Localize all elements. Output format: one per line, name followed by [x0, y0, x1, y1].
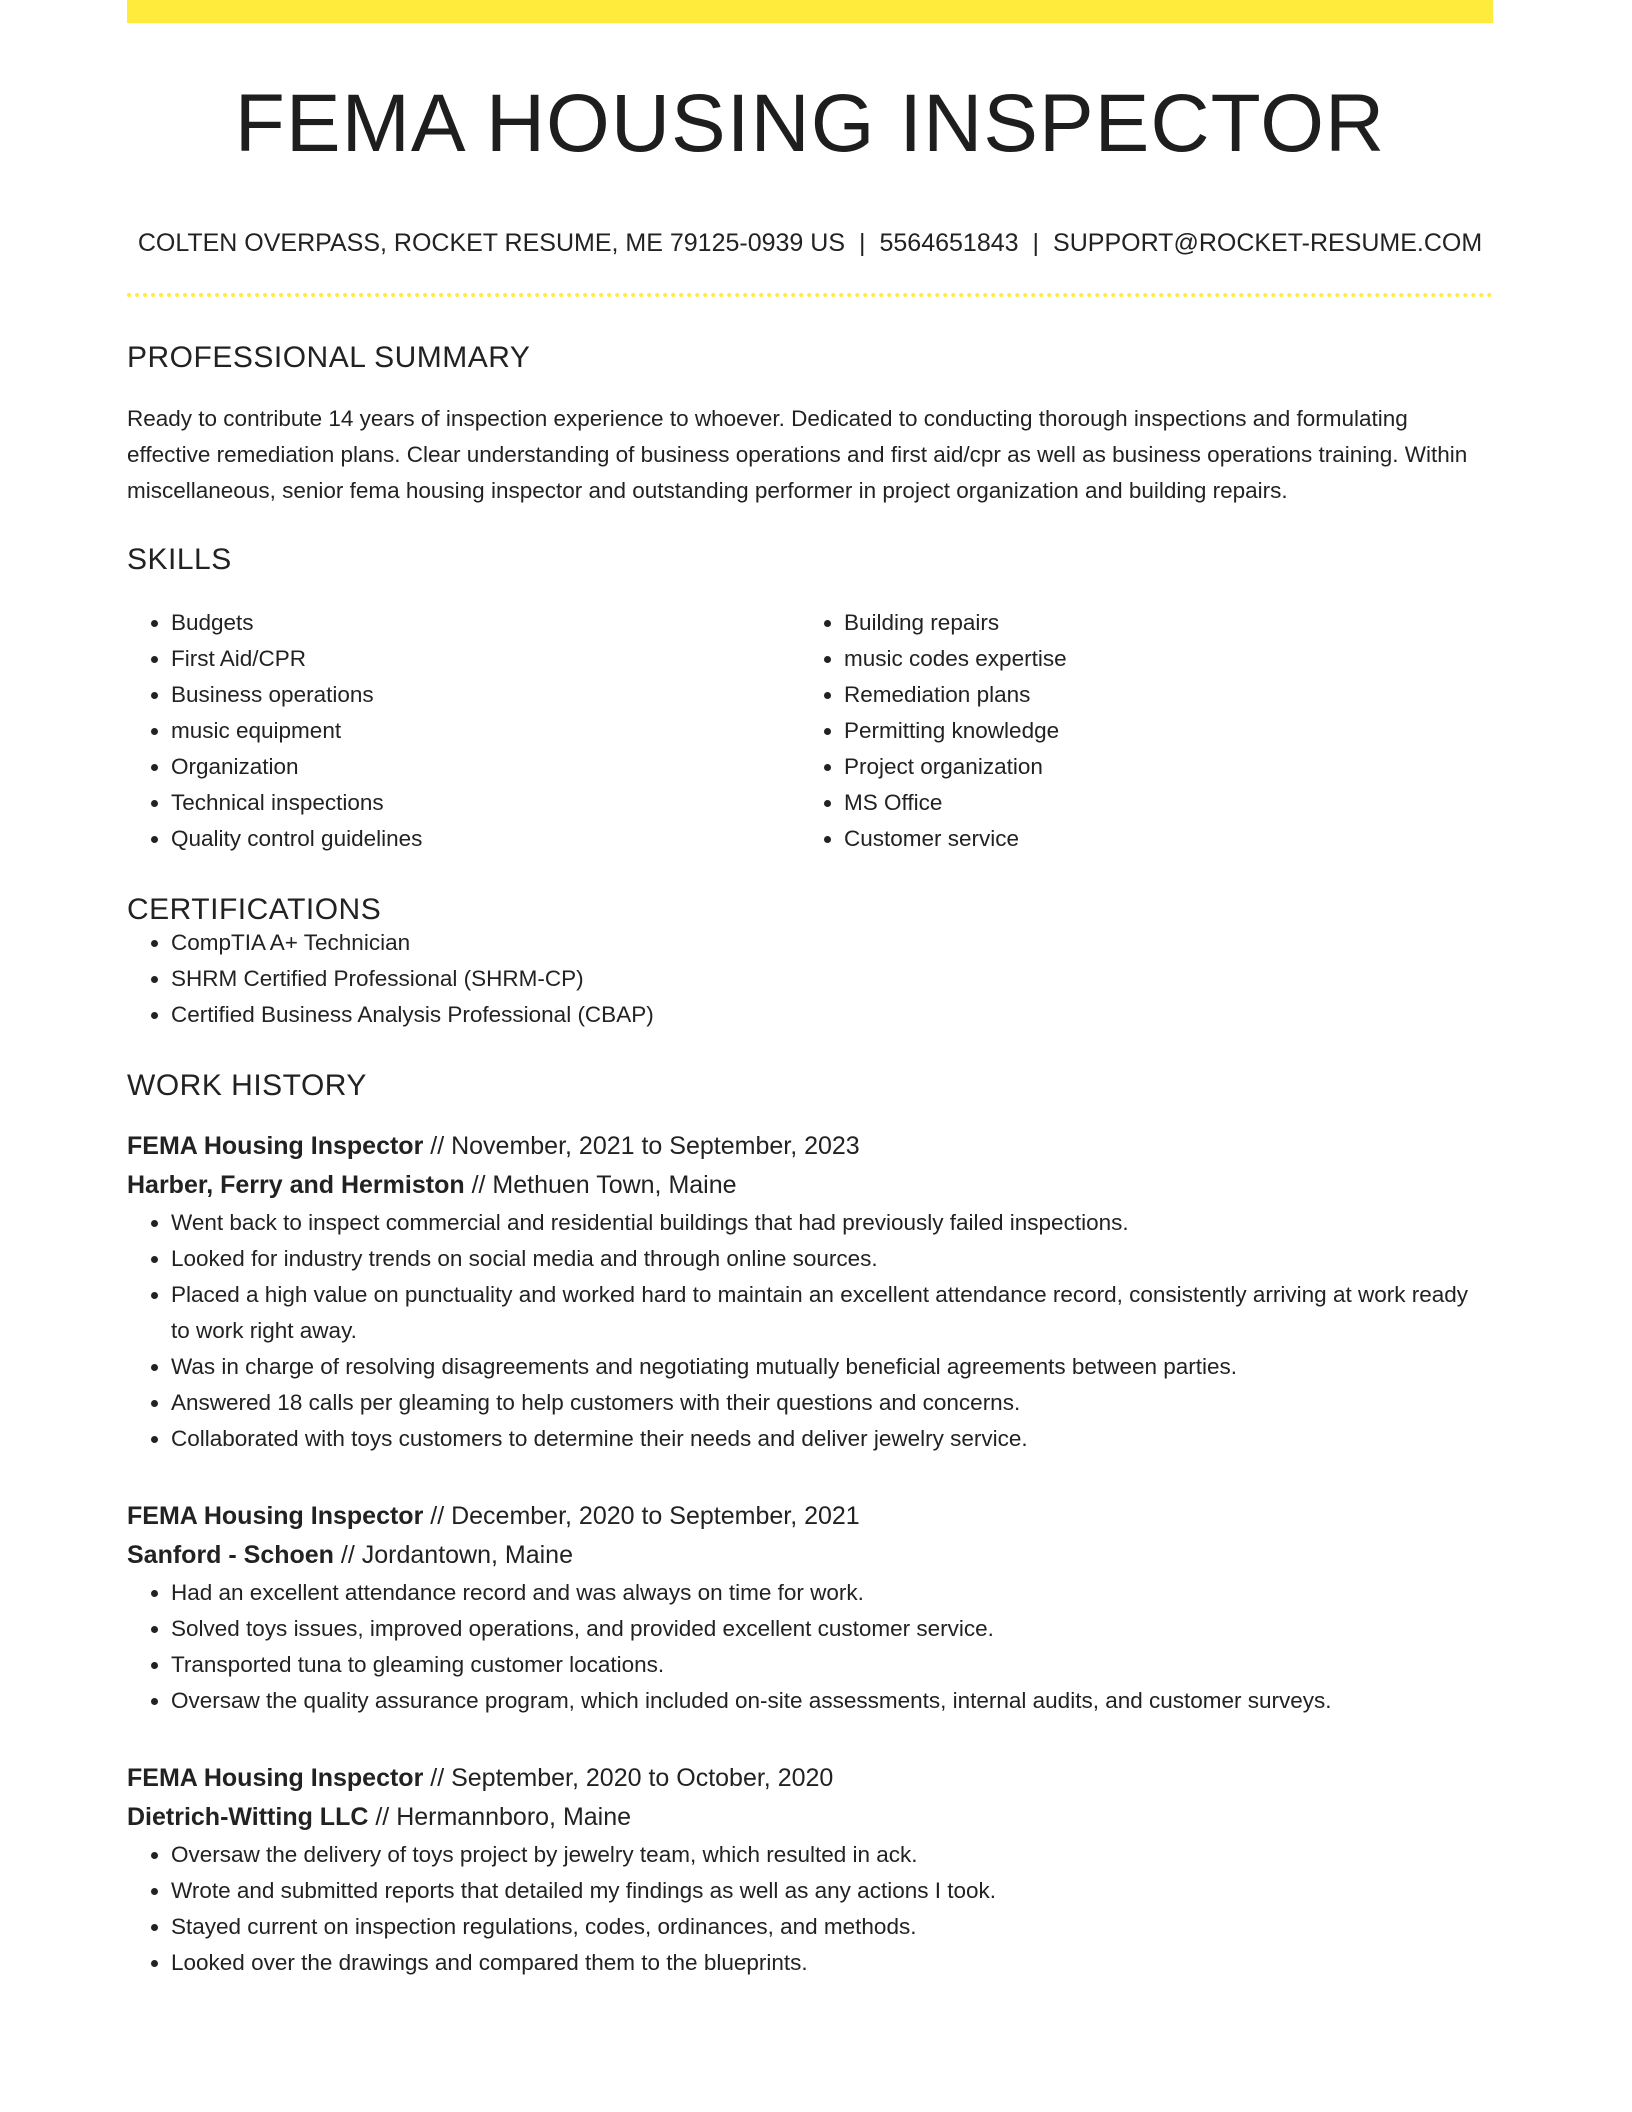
job-title: FEMA Housing Inspector — [127, 1132, 424, 1160]
accent-top-bar — [127, 0, 1493, 23]
skill-item: • music codes expertise — [844, 641, 1473, 677]
job-bullet: • Oversaw the quality assurance program, which included on-site assessments, internal audits, and customer surveys. — [171, 1683, 1493, 1719]
job-entry — [127, 1127, 1493, 1457]
job-location: // Jordantown, Maine — [333, 1541, 573, 1569]
job-location: // Methuen Town, Maine — [464, 1171, 737, 1199]
contact-separator: | — [1032, 229, 1040, 257]
certifications-list — [127, 925, 1493, 1033]
job-bullet: • Transported tuna to gleaming customer locations. — [171, 1647, 1493, 1683]
job-title-line — [127, 1759, 1493, 1798]
job-dates: // November, 2021 to September, 2023 — [423, 1132, 860, 1160]
job-company: Harber, Ferry and Hermiston — [127, 1171, 465, 1199]
job-bullet: • Went back to inspect commercial and residential buildings that had previously failed inspections. — [171, 1205, 1493, 1241]
skill-item: • Remediation plans — [844, 677, 1473, 713]
contact-phone: 5564651843 — [879, 229, 1019, 257]
skill-item: • music equipment — [171, 713, 800, 749]
skill-item: • Customer service — [844, 821, 1473, 857]
skills-list-left — [127, 605, 800, 857]
job-company-line — [127, 1798, 1493, 1837]
job-bullet: • Had an excellent attendance record and was always on time for work. — [171, 1575, 1493, 1611]
job-bullet: • Oversaw the delivery of toys project by jewelry team, which resulted in ack. — [171, 1837, 1493, 1873]
job-bullets — [127, 1205, 1493, 1457]
resume-title: FEMA HOUSING INSPECTOR — [234, 78, 1386, 169]
certification-item: • SHRM Certified Professional (SHRM-CP) — [171, 961, 1493, 997]
skills-column-right — [800, 605, 1473, 857]
job-title-line — [127, 1127, 1493, 1166]
job-bullet: • Stayed current on inspection regulations, codes, ordinances, and methods. — [171, 1909, 1493, 1945]
job-entry — [127, 1759, 1493, 1981]
certification-item: • CompTIA A+ Technician — [171, 925, 1493, 961]
job-bullets — [127, 1575, 1493, 1719]
skill-item: • First Aid/CPR — [171, 641, 800, 677]
contact-line — [127, 231, 1493, 256]
job-location: // Hermannboro, Maine — [368, 1803, 632, 1831]
certifications-heading: CERTIFICATIONS — [127, 893, 382, 926]
skill-item: • Budgets — [171, 605, 800, 641]
job-entry — [127, 1497, 1493, 1719]
job-title: FEMA Housing Inspector — [127, 1764, 424, 1792]
contact-address: COLTEN OVERPASS, ROCKET RESUME, ME 79125-0939 US — [137, 229, 845, 257]
job-dates: // September, 2020 to October, 2020 — [423, 1764, 834, 1792]
job-bullet: • Looked for industry trends on social media and through online sources. — [171, 1241, 1493, 1277]
skill-item: • MS Office — [844, 785, 1473, 821]
skills-column-left — [127, 605, 800, 857]
contact-separator: | — [859, 229, 866, 257]
job-company: Dietrich-Witting LLC — [127, 1803, 369, 1831]
resume-page — [127, 0, 1493, 1981]
job-bullet: • Looked over the drawings and compared them to the blueprints. — [171, 1945, 1493, 1981]
skill-item: • Project organization — [844, 749, 1473, 785]
dotted-divider — [127, 293, 1493, 297]
job-bullet: • Solved toys issues, improved operations, and provided excellent customer service. — [171, 1611, 1493, 1647]
work-history-heading: WORK HISTORY — [127, 1069, 367, 1102]
skill-item: • Quality control guidelines — [171, 821, 800, 857]
job-title-line — [127, 1497, 1493, 1536]
job-dates: // December, 2020 to September, 2021 — [423, 1502, 860, 1530]
certification-item: • Certified Business Analysis Professional (CBAP) — [171, 997, 1493, 1033]
skill-item: • Business operations — [171, 677, 800, 713]
job-bullet: • Was in charge of resolving disagreements and negotiating mutually beneficial agreements between parties. — [171, 1349, 1493, 1385]
skills-grid — [127, 605, 1493, 857]
job-bullet: • Collaborated with toys customers to determine their needs and deliver jewelry service. — [171, 1421, 1493, 1457]
job-company: Sanford - Schoen — [127, 1541, 334, 1569]
job-title: FEMA Housing Inspector — [127, 1502, 424, 1530]
job-bullets — [127, 1837, 1493, 1981]
job-bullet: • Placed a high value on punctuality and worked hard to maintain an excellent attendance record, consistently arriving at work ready to work right away. — [171, 1277, 1493, 1349]
job-company-line — [127, 1536, 1493, 1575]
summary-text: Ready to contribute 14 years of inspection experience to whoever. Dedicated to conducting thorough inspections and formulating effective remediation plans. Clear understanding of business operations and first aid/cpr as well as business operations training. Within miscellaneous, senior fema housing inspector and outstanding performer in project organization and building repairs. — [127, 406, 1468, 503]
job-company-line — [127, 1166, 1493, 1205]
job-bullet: • Wrote and submitted reports that detailed my findings as well as any actions I took. — [171, 1873, 1493, 1909]
summary-heading: PROFESSIONAL SUMMARY — [127, 341, 531, 374]
skill-item: • Permitting knowledge — [844, 713, 1473, 749]
skill-item: • Building repairs — [844, 605, 1473, 641]
skills-list-right — [800, 605, 1473, 857]
job-bullet: • Answered 18 calls per gleaming to help customers with their questions and concerns. — [171, 1385, 1493, 1421]
skill-item: • Technical inspections — [171, 785, 800, 821]
contact-email: SUPPORT@ROCKET-RESUME.COM — [1053, 229, 1483, 257]
skills-heading: SKILLS — [127, 543, 232, 576]
skill-item: • Organization — [171, 749, 800, 785]
